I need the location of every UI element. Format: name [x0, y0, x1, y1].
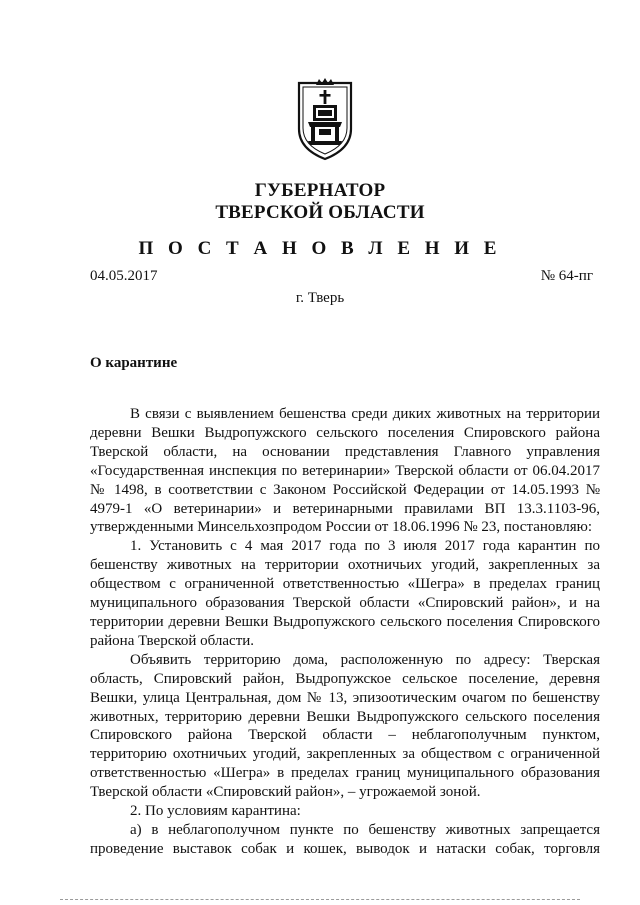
paragraph-preamble: В связи с выявлением бешенства среди диких животных на территории деревни Вешки Выдропужского сельского поселения Спировского района Тверской области, на основании представления Главного управления «Государственная инспекция по ветеринарии» Тверской области от 06.04.2017 № 1498, в соответствии с Законом Российской Федерации от 14.05.1993 № 4979-1 «О ветеринарии» и ветеринарными правилами ВП 13.3.1103-96, утвержденными Минсельхозпродом России от 18.06.1996 № 23, постановляю: — [90, 406, 600, 536]
document-body — [90, 405, 600, 859]
document-type-title: П О С Т А Н О В Л Е Н И Е — [138, 238, 502, 259]
header-region: ТВЕРСКОЙ ОБЛАСТИ — [215, 202, 425, 223]
document-subject: О карантине — [90, 355, 178, 371]
tver-coat-of-arms-icon — [296, 77, 354, 161]
document-number: № 64-пг — [540, 268, 593, 284]
document-date: 04.05.2017 — [90, 268, 158, 284]
page-bottom-divider — [60, 899, 580, 901]
paragraph-item-2a: а) в неблагополучном пункте по бешенству животных запрещается проведение выставок собак и кошек, выводок и натаски собак, торговля — [90, 821, 600, 857]
document-city: г. Тверь — [295, 290, 345, 306]
paragraph-item-2: 2. По условиям карантина: — [130, 803, 301, 820]
paragraph-item-1: 1. Установить с 4 мая 2017 года по 3 июля 2017 года карантин по бешенству животных на территории охотничьих угодий, закрепленных за обществом с ограниченной ответственностью «Шегра» в пределах границ муниципального образования Тверской области «Спировский район», и на территории деревни Вешки Выдропужского сельского поселения Спировского района Тверской области. — [90, 538, 600, 649]
paragraph-declaration: Объявить территорию дома, расположенную по адресу: Тверская область, Спировский район, Выдропужское сельское поселение, деревня Вешки, улица Центральная, дом № 13, эпизоотическим очагом по бешенству животных, территорию деревни Вешки Выдропужского сельского поселения Спировского района Тверской области – неблагополучным пунктом, территорию охотничьих угодий, закрепленных за обществом с ограниченной ответственностью «Шегра» в пределах границ муниципального образования Тверской области «Спировский район», – угрожаемой зоной. — [90, 651, 600, 801]
header-governor: ГУБЕРНАТОР — [254, 180, 386, 201]
